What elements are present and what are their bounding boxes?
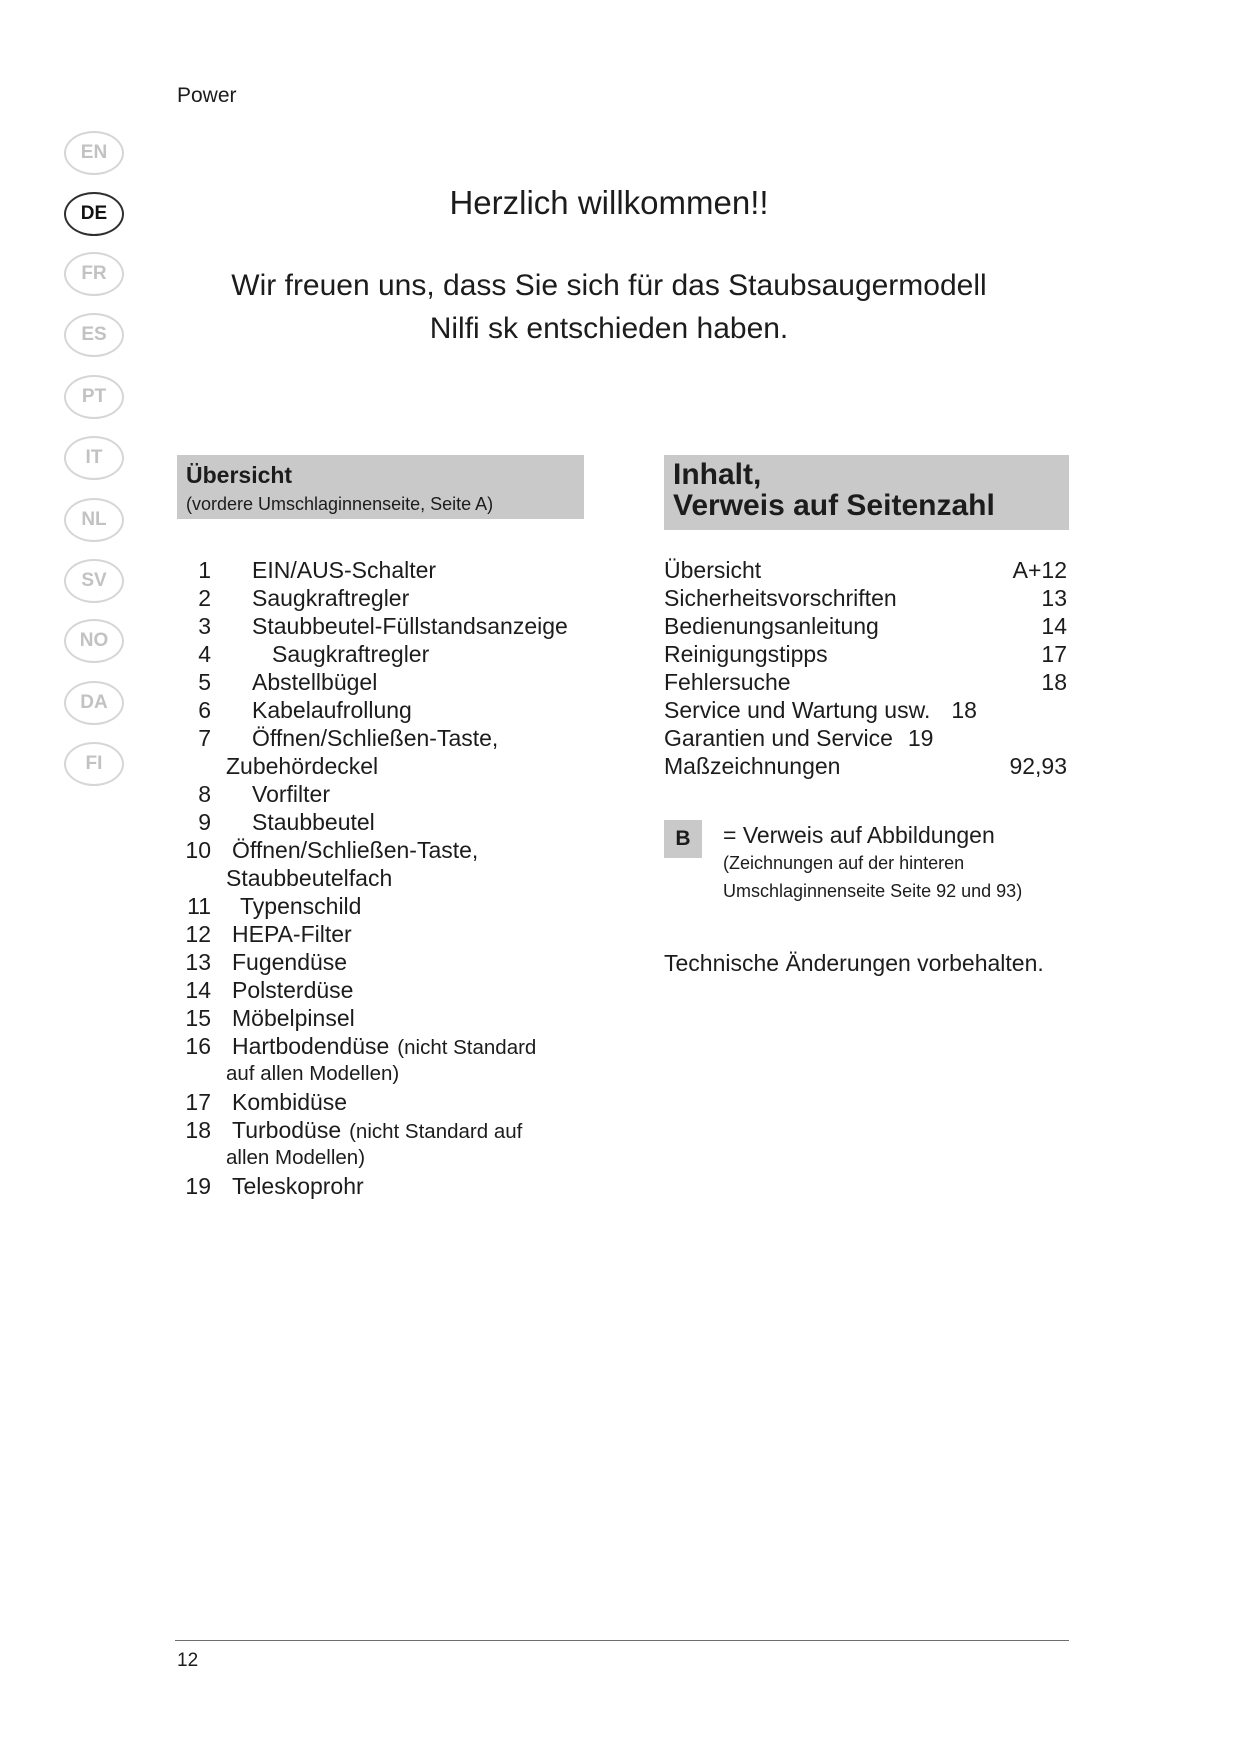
- entry-page: 13: [1041, 585, 1067, 611]
- entry-page: A+12: [1012, 557, 1067, 583]
- overview-item: [177, 640, 597, 668]
- item-note-continued: allen Modellen): [226, 1146, 366, 1169]
- item-number: 18: [185, 1117, 211, 1143]
- item-number: 16: [185, 1033, 211, 1059]
- item-label: Typenschild: [240, 893, 362, 919]
- entry-label: Reinigungstipps: [664, 641, 828, 667]
- entry-label: Bedienungsanleitung: [664, 613, 879, 639]
- lang-tab-pt: PT: [64, 375, 124, 419]
- overview-item: [177, 724, 597, 780]
- item-number: 8: [198, 781, 211, 807]
- entry-page: 17: [1041, 641, 1067, 667]
- contents-title-line: Verweis auf Seitenzahl: [673, 489, 995, 522]
- item-label-group: [232, 1032, 536, 1062]
- item-label: Fugendüse: [232, 949, 348, 975]
- entry-page: 18: [951, 697, 977, 723]
- lang-tab-da: DA: [64, 681, 124, 725]
- item-label: Vorfilter: [252, 781, 330, 807]
- footer-divider: [175, 1640, 1069, 1641]
- overview-item: [177, 808, 597, 836]
- item-number: 2: [198, 585, 211, 611]
- figure-reference-note: Umschlaginnenseite Seite 92 und 93): [723, 881, 1023, 901]
- overview-item: [177, 1172, 597, 1200]
- entry-label: Maßzeichnungen: [664, 753, 841, 779]
- item-note: (nicht Standard: [397, 1036, 537, 1059]
- overview-header: [177, 455, 584, 519]
- item-number: 1: [198, 557, 211, 583]
- item-number: 19: [185, 1173, 211, 1199]
- entry-label: Fehlersuche: [664, 669, 791, 695]
- lang-tab-es: ES: [64, 313, 124, 357]
- item-label: EIN/AUS-Schalter: [252, 557, 437, 583]
- item-label: Saugkraftregler: [272, 641, 430, 667]
- overview-item: [177, 1088, 597, 1116]
- item-number: 7: [198, 725, 211, 751]
- item-label: Abstellbügel: [252, 669, 378, 695]
- item-label: HEPA-Filter: [232, 921, 352, 947]
- figure-reference-note: (Zeichnungen auf der hinteren: [723, 853, 965, 873]
- section-label: Power: [177, 84, 237, 107]
- contents-entry: [664, 724, 1067, 752]
- item-note: (nicht Standard auf: [349, 1120, 523, 1143]
- item-label: Teleskoprohr: [232, 1173, 364, 1199]
- lang-tab-no: NO: [64, 619, 124, 663]
- welcome-title: Herzlich willkommen!!: [449, 184, 769, 221]
- contents-entry: [664, 668, 1067, 696]
- item-number: 6: [198, 697, 211, 723]
- overview-list: [177, 556, 597, 1200]
- contents-list: [664, 556, 1067, 780]
- item-label: Saugkraftregler: [252, 585, 410, 611]
- entry-page: 92,93: [1009, 753, 1067, 779]
- item-number: 4: [198, 641, 211, 667]
- overview-item: [177, 612, 597, 640]
- lang-tab-en: EN: [64, 131, 124, 175]
- lang-tab-de-active: DE: [64, 192, 124, 236]
- item-label: Öffnen/Schließen-Taste,: [252, 725, 499, 751]
- overview-subtitle: (vordere Umschlaginnenseite, Seite A): [186, 494, 494, 514]
- overview-item: [177, 892, 597, 920]
- technical-notice: Technische Änderungen vorbehalten.: [664, 950, 1044, 976]
- item-number: 13: [185, 949, 211, 975]
- overview-item: [177, 1116, 597, 1172]
- entry-label: Sicherheitsvorschriften: [664, 585, 897, 611]
- contents-entry: [664, 584, 1067, 612]
- item-number: 11: [187, 893, 211, 919]
- contents-entry: [664, 556, 1067, 584]
- entry-page: 19: [907, 725, 934, 751]
- item-number: 12: [185, 921, 211, 947]
- overview-item: [177, 556, 597, 584]
- lang-tab-fi: FI: [64, 742, 124, 786]
- welcome-line: Nilfi sk entschieden haben.: [429, 312, 789, 345]
- item-label-continued: Staubbeutelfach: [226, 865, 393, 891]
- item-label: Kabelaufrollung: [252, 697, 412, 723]
- item-label: Kombidüse: [232, 1089, 348, 1115]
- item-label-group: [232, 1116, 522, 1146]
- contents-entry: [664, 640, 1067, 668]
- entry-label: Garantien und Service: [664, 725, 893, 751]
- entry-label: Service und Wartung usw.: [664, 697, 931, 723]
- overview-item: [177, 836, 597, 892]
- contents-header: [664, 455, 1069, 530]
- overview-item: [177, 920, 597, 948]
- welcome-line: Wir freuen uns, dass Sie sich für das Staubsaugermodell: [231, 269, 987, 302]
- item-note-continued: auf allen Modellen): [226, 1062, 400, 1085]
- item-number: 5: [198, 669, 211, 695]
- overview-item: [177, 780, 597, 808]
- item-number: 10: [185, 837, 211, 863]
- item-number: 3: [198, 613, 211, 639]
- entry-label: Übersicht: [664, 557, 762, 583]
- overview-item: [177, 948, 597, 976]
- contents-entry: [664, 752, 1067, 780]
- contents-entry: [664, 612, 1067, 640]
- item-label: Turbodüse: [232, 1117, 342, 1143]
- item-label: Hartbodendüse: [232, 1033, 390, 1059]
- overview-item: [177, 1004, 597, 1032]
- contents-entry: [664, 696, 1067, 724]
- item-label: Polsterdüse: [232, 977, 354, 1003]
- figure-reference-symbol: B: [664, 820, 702, 858]
- figure-reference-text: = Verweis auf Abbildungen: [723, 822, 995, 848]
- lang-tab-nl: NL: [64, 498, 124, 542]
- overview-item: [177, 1032, 597, 1088]
- item-number: 15: [185, 1005, 211, 1031]
- overview-item: [177, 696, 597, 724]
- lang-tab-sv: SV: [64, 559, 124, 603]
- contents-title-line: Inhalt,: [673, 458, 762, 491]
- lang-tab-fr: FR: [64, 252, 124, 296]
- item-label-continued: Zubehördeckel: [226, 753, 379, 779]
- overview-item: [177, 584, 597, 612]
- item-number: 14: [185, 977, 211, 1003]
- item-number: 17: [185, 1089, 211, 1115]
- item-label: Staubbeutel: [252, 809, 375, 835]
- item-label: Möbelpinsel: [232, 1005, 355, 1031]
- overview-title: Übersicht: [186, 462, 293, 488]
- lang-tab-it: IT: [64, 436, 124, 480]
- item-number: 9: [198, 809, 211, 835]
- item-label: Staubbeutel-Füllstandsanzeige: [252, 613, 568, 639]
- overview-item: [177, 668, 597, 696]
- item-label: Öffnen/Schließen-Taste,: [232, 837, 479, 863]
- overview-item: [177, 976, 597, 1004]
- entry-page: 14: [1041, 613, 1067, 639]
- entry-page: 18: [1041, 669, 1067, 695]
- page-number: 12: [177, 1650, 199, 1671]
